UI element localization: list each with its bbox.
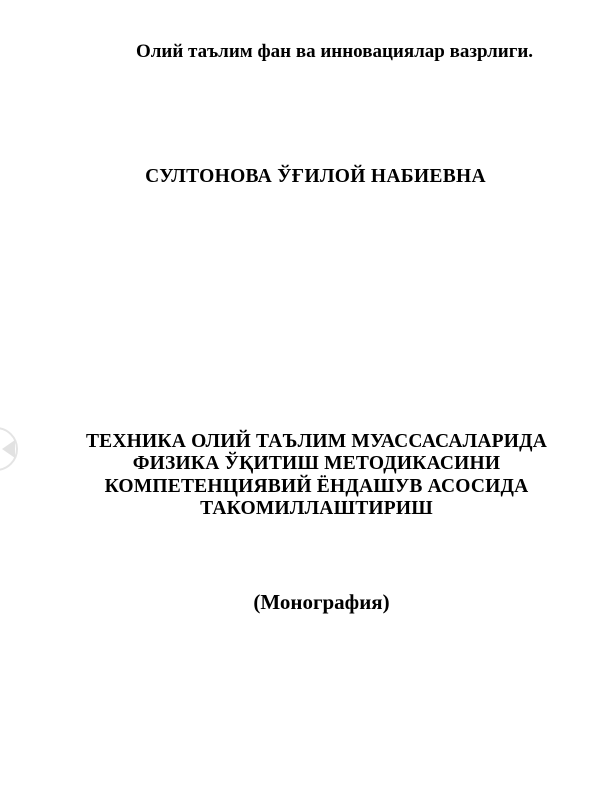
title-line: ФИЗИКА ЎҚИТИШ МЕТОДИКАСИНИ bbox=[132, 453, 501, 475]
author-name: СУЛТОНОВА ЎҒИЛОЙ НАБИЕВНА bbox=[145, 166, 486, 187]
document-type-label: (Монография) bbox=[253, 590, 390, 614]
title-line: ТЕХНИКА ОЛИЙ ТАЪЛИМ МУАССАСАЛАРИДА bbox=[85, 431, 548, 452]
title-line: КОМПЕТЕНЦИЯВИЙ ЁНДАШУВ АСОСИДА bbox=[104, 475, 529, 497]
left-arrow-icon bbox=[2, 440, 15, 458]
title-line: ТАКОМИЛЛАШТИРИШ bbox=[200, 498, 433, 520]
monograph-title bbox=[15, 431, 603, 521]
ministry-heading: Олий таълим фан ва инновациялар вазрлиги. bbox=[135, 41, 534, 62]
